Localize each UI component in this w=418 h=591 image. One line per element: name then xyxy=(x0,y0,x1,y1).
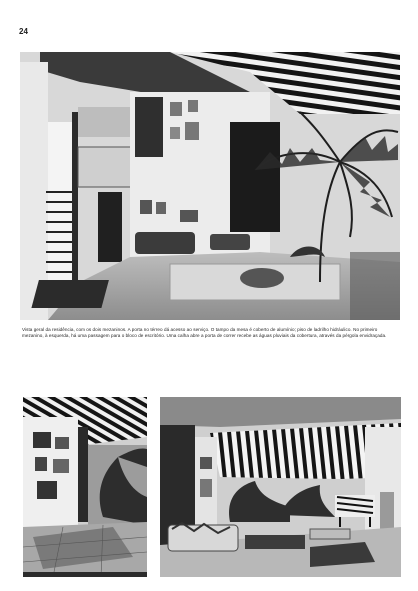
photo-interior-living-room-icon xyxy=(20,52,400,320)
photo-interior-pergola-view-icon xyxy=(160,397,401,577)
photo-interior-wall-corner-icon xyxy=(23,397,147,577)
photo-main-interior xyxy=(20,52,400,320)
photo-bottom-right-interior xyxy=(160,397,401,577)
page-number: 24 xyxy=(19,27,28,36)
photo-caption: Vista geral da residência, com os dois mezaninos. A porta no térreo dá acesso ao serviço. O tampo da mesa é coberto de alumínio; piso de ladrilho hidráulico. No primeiro mezanino, à esquerda, há uma passagem para o bloco de escritório. Uma calha abre a porta de correr recebe as águas pluviais da cobertura, através da pérgola envidraçada. xyxy=(22,327,387,338)
photo-bottom-left-interior xyxy=(23,397,147,577)
